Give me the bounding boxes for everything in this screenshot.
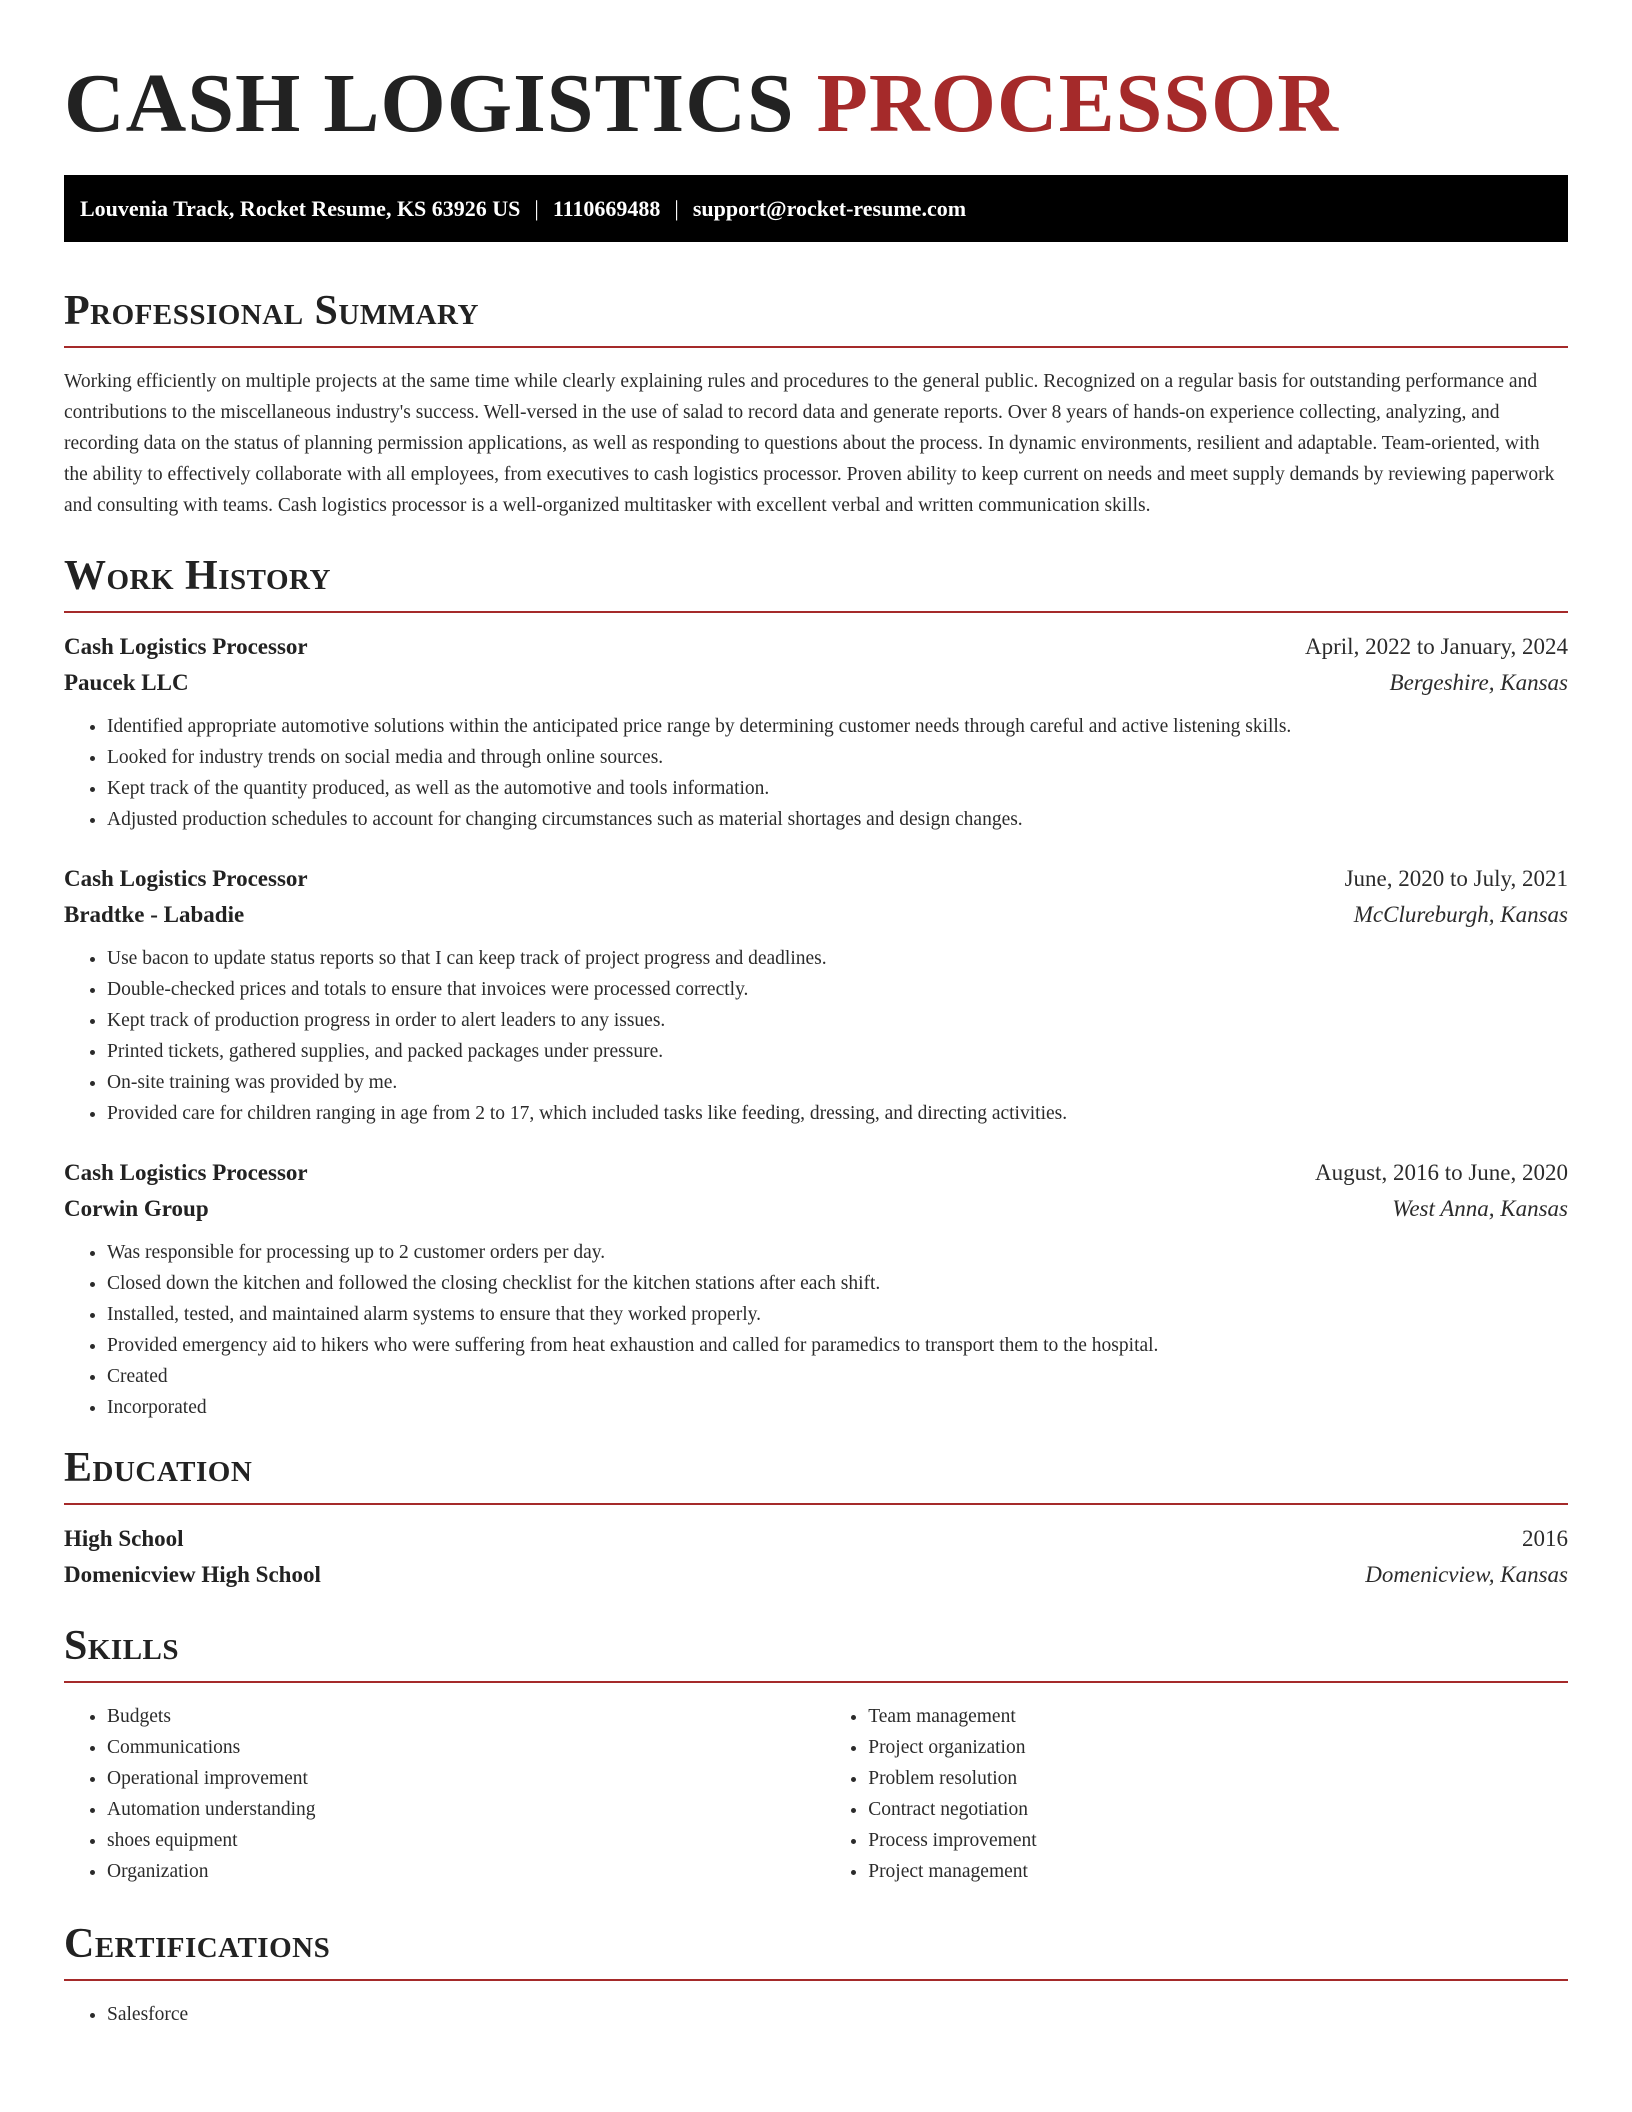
job-company: Paucek LLC xyxy=(64,670,189,695)
job-title: Cash Logistics Processor xyxy=(64,866,308,891)
resume-page xyxy=(64,0,1568,2030)
education-school: Domenicview High School xyxy=(64,1562,321,1587)
job-company-row xyxy=(64,1191,1568,1227)
list-item: • Problem resolution xyxy=(868,1763,1568,1794)
section-divider xyxy=(64,346,1568,348)
job-title: Cash Logistics Processor xyxy=(64,634,308,659)
section-heading: Work History xyxy=(64,553,331,599)
summary-text: Working efficiently on multiple projects at the same time while clearly explaining rules and procedures to the general public. Recognized on a regular basis for outstanding performance and contributions to the miscellaneous industry's success. Well-versed in the use of salad to record data and generate reports. Over 8 years of hands-on experience collecting, analyzing, and recording data on the status of planning permission applications, as well as responding to questions about the process. In dynamic environments, resilient and adaptable. Team-oriented, with the ability to effectively collaborate with all employees, from executives to cash logistics processor. Proven ability to keep current on needs and meet supply demands by reviewing paperwork and consulting with teams. Cash logistics processor is a well-organized multitasker with excellent verbal and written communication skills. xyxy=(64,371,1555,516)
job-dates: April, 2022 to January, 2024 xyxy=(1305,634,1568,659)
skills-section xyxy=(64,1621,1568,1887)
list-item: • shoes equipment xyxy=(107,1825,825,1856)
list-item: • Incorporated xyxy=(107,1392,1568,1423)
job-title: Cash Logistics Processor xyxy=(64,1160,308,1185)
title-main: CASH LOGISTICS xyxy=(64,57,795,150)
job-company: Bradtke - Labadie xyxy=(64,902,245,927)
job-location: West Anna, Kansas xyxy=(1392,1196,1568,1221)
list-item: • Team management xyxy=(868,1701,1568,1732)
education-year: 2016 xyxy=(1522,1526,1568,1551)
job-dates: June, 2020 to July, 2021 xyxy=(1344,866,1568,891)
education-school-row xyxy=(64,1557,1568,1593)
certifications-list xyxy=(64,1999,1568,2030)
work-history-section xyxy=(64,551,1568,1423)
contact-email[interactable]: support@rocket-resume.com xyxy=(692,195,967,221)
list-item: • Provided care for children ranging in age from 2 to 17, which included tasks like feeding, dressing, and directing activities. xyxy=(107,1098,1568,1129)
list-item: • Budgets xyxy=(107,1701,825,1732)
section-heading: Certifications xyxy=(64,1921,331,1967)
title-accent: PROCESSOR xyxy=(816,57,1340,150)
section-divider xyxy=(64,1979,1568,1981)
list-item: • Use bacon to update status reports so that I can keep track of project progress and deadlines. xyxy=(107,943,1568,974)
skills-columns xyxy=(64,1683,1568,1887)
job-location: McClureburgh, Kansas xyxy=(1353,902,1568,927)
job-header-row xyxy=(64,629,1568,665)
list-item: • Provided emergency aid to hikers who were suffering from heat exhaustion and called for paramedics to transport them to the hospital. xyxy=(107,1330,1568,1361)
section-heading: Education xyxy=(64,1445,253,1491)
skills-list-right xyxy=(825,1701,1568,1887)
list-item: • Double-checked prices and totals to ensure that invoices were processed correctly. xyxy=(107,974,1568,1005)
list-item: • Kept track of the quantity produced, as well as the automotive and tools information. xyxy=(107,773,1568,804)
section-heading: Professional Summary xyxy=(64,288,479,334)
list-item: • Was responsible for processing up to 2 customer orders per day. xyxy=(107,1237,1568,1268)
job-company: Corwin Group xyxy=(64,1196,209,1221)
contact-address: Louvenia Track, Rocket Resume, KS 63926 US xyxy=(80,195,521,221)
list-item: • Automation understanding xyxy=(107,1794,825,1825)
list-item: • Project management xyxy=(868,1856,1568,1887)
section-divider xyxy=(64,1503,1568,1505)
education-degree: High School xyxy=(64,1526,184,1551)
education-location: Domenicview, Kansas xyxy=(1365,1562,1568,1587)
list-item: • Looked for industry trends on social media and through online sources. xyxy=(107,742,1568,773)
job-header-row xyxy=(64,1155,1568,1191)
list-item: • Project organization xyxy=(868,1732,1568,1763)
skills-list-left xyxy=(64,1701,825,1887)
list-item: • Printed tickets, gathered supplies, and packed packages under pressure. xyxy=(107,1036,1568,1067)
job-bullets xyxy=(64,1237,1568,1423)
job-entry xyxy=(64,1155,1568,1423)
list-item: • Closed down the kitchen and followed the closing checklist for the kitchen stations after each shift. xyxy=(107,1268,1568,1299)
contact-separator: | xyxy=(674,195,679,221)
list-item: • Adjusted production schedules to account for changing circumstances such as material shortages and design changes. xyxy=(107,804,1568,835)
section-heading: Skills xyxy=(64,1623,180,1669)
education-section xyxy=(64,1443,1568,1593)
list-item: • Salesforce xyxy=(107,1999,1568,2030)
education-header-row xyxy=(64,1521,1568,1557)
job-location: Bergeshire, Kansas xyxy=(1389,670,1568,695)
contact-phone[interactable]: 1110669488 xyxy=(552,195,661,221)
education-entry xyxy=(64,1521,1568,1593)
job-entry xyxy=(64,861,1568,1129)
job-bullets xyxy=(64,711,1568,835)
contact-bar xyxy=(64,175,1568,242)
list-item: • Kept track of production progress in order to alert leaders to any issues. xyxy=(107,1005,1568,1036)
list-item: • Contract negotiation xyxy=(868,1794,1568,1825)
job-header-row xyxy=(64,861,1568,897)
list-item: • Organization xyxy=(107,1856,825,1887)
certifications-section xyxy=(64,1919,1568,2030)
list-item: • Process improvement xyxy=(868,1825,1568,1856)
section-divider xyxy=(64,611,1568,613)
contact-separator: | xyxy=(534,195,539,221)
list-item: • Identified appropriate automotive solutions within the anticipated price range by determining customer needs through careful and active listening skills. xyxy=(107,711,1568,742)
resume-title xyxy=(64,58,1568,150)
job-entry xyxy=(64,629,1568,835)
list-item: • On-site training was provided by me. xyxy=(107,1067,1568,1098)
list-item: • Communications xyxy=(107,1732,825,1763)
job-bullets xyxy=(64,943,1568,1129)
list-item: • Created xyxy=(107,1361,1568,1392)
job-company-row xyxy=(64,897,1568,933)
job-dates: August, 2016 to June, 2020 xyxy=(1315,1160,1568,1185)
job-company-row xyxy=(64,665,1568,701)
list-item: • Installed, tested, and maintained alarm systems to ensure that they worked properly. xyxy=(107,1299,1568,1330)
summary-section xyxy=(64,286,1568,521)
list-item: • Operational improvement xyxy=(107,1763,825,1794)
